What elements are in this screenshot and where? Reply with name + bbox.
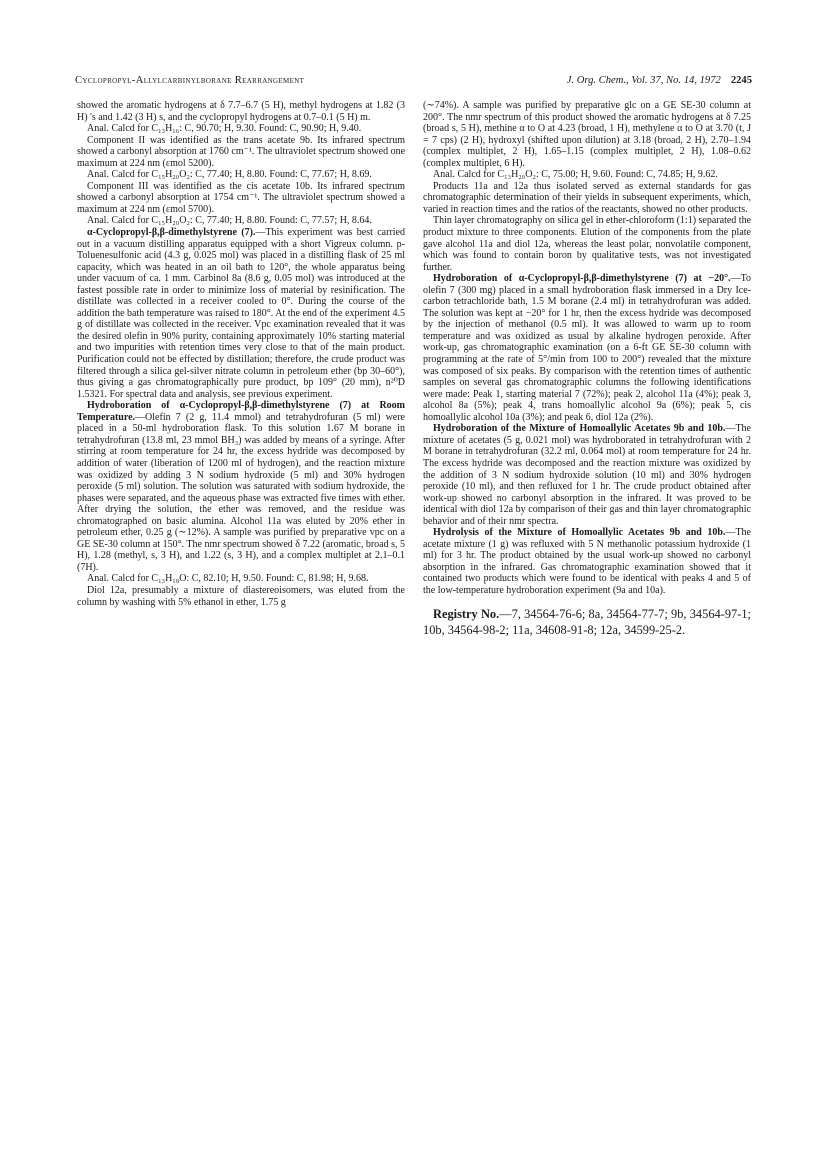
paragraph: Products 11a and 12a thus isolated served as external standards for gas chromatographic determination of their yields in subsequent experiments, which, varied in reaction times and the ratios of the reactants, showed no other products. — [423, 180, 751, 215]
running-head — [75, 73, 752, 89]
section-heading: α-Cyclopropyl-β,β-dimethylstyrene (7). — [87, 227, 256, 239]
section-paragraph: Hydrolysis of the Mixture of Homoallylic Acetates 9b and 10b.—The acetate mixture (1 g) was refluxed with 5 N methanolic potassium hydroxide (1 ml) for 3 hr. The product obtained by the usual work-up showed no carbonyl absorption in the infrared. Gas chromatographic examination showed that it contained two products which were found to be identical with peaks 4 and 5 of the low-temperature hydroboration experiment (9a and 10a). — [423, 527, 751, 596]
registry-numbers: Registry No.—7, 34564-76-6; 8a, 34564-77-7; 9b, 34564-97-1; 10b, 34564-98-2; 11a, 34608-91-8; 12a, 34599-25-2. — [423, 606, 751, 637]
paragraph: Anal. Calcd for C₁₃H₂₀O₂: C, 75.00; H, 9.60. Found: C, 74.85; H, 9.62. — [433, 169, 718, 181]
journal-citation — [567, 73, 752, 89]
section-heading: Hydroboration of the Mixture of Homoallylic Acetates 9b and 10b. — [433, 423, 726, 435]
right-column — [423, 100, 751, 638]
left-column — [77, 100, 405, 608]
registry-label: Registry No. — [433, 606, 500, 621]
paragraph: showed the aromatic hydrogens at δ 7.7–6.7 (5 H), methyl hydrogens at 1.82 (3 H) 's and 1.42 (3 H) s, and the cyclopropyl hydrogens at 0.7–0.1 (5 H) m. — [77, 100, 405, 123]
paragraph: Anal. Calcd for C₁₅H₂₀O₂: C, 77.40; H, 8.80. Found: C, 77.67; H, 8.69. — [87, 169, 372, 181]
running-title: Cyclopropyl-Allylcarbinylborane Rearrangement — [75, 75, 305, 86]
paragraph: Anal. Calcd for C₁₃H₁₈O: C, 82.10; H, 9.50. Found: C, 81.98; H, 9.68. — [87, 573, 369, 585]
section-heading: Hydrolysis of the Mixture of Homoallylic Acetates 9b and 10b. — [433, 527, 726, 539]
paragraph: Component II was identified as the trans acetate 9b. Its infrared spectrum showed a carbonyl absorption at 1760 cm⁻¹. The ultraviolet spectrum showed one maximum at 224 nm (εmol 5200). — [77, 134, 406, 169]
journal-name: J. Org. Chem., Vol. 37, No. 14, 1972 — [566, 75, 721, 86]
page-number: 2245 — [730, 75, 752, 86]
paragraph: Thin layer chromatography on silica gel in ether-chloroform (1:1) separated the product mixture to three components. Elution of the components from the plate gave alcohol 11a and diol 12a, whereas the least polar, nonvolatile component, which was found to contain boron by qualitative tests, was not investigated further. — [423, 215, 752, 273]
section-paragraph: Hydroboration of the Mixture of Homoallylic Acetates 9b and 10b.—The mixture of acetates (5 g, 0.021 mol) was hydroborated in tetrahydrofuran with 2 M borane in tetrahydrofuran (32.2 ml, 0.064 mol) at room temperature for 24 hr. The excess hydride was decomposed and the reaction mixture was oxidized by the addition of 3 N sodium hydroxide solution (10 ml) and 30% hydrogen peroxide (10 ml), and then refluxed for 1 hr. The crude product obtained after work-up showed no carbonyl absorption in the infrared. It was proved to be identical with diol 12a by comparison of their gas and thin layer chromatographic behavior and of their nmr spectra. — [423, 423, 751, 527]
paragraph: Anal. Calcd for C₁₃H₁₆: C, 90.70; H, 9.30. Found: C, 90.90; H, 9.40. — [87, 123, 362, 135]
section-paragraph: Hydroboration of α-Cyclopropyl-β,β-dimethylstyrene (7) at −20°.—To olefin 7 (300 mg) placed in a small hydroboration flask immersed in a Dry Ice-carbon tetrachloride bath, 1.5 M borane (2.4 ml) in tetrahydrofuran was added. The solution was kept at −20° for 1 hr, then the excess hydride was decomposed by the injection of methanol (0.5 ml). It was allowed to warm up to room temperature and was oxidized as usual by alkaline hydrogen peroxide. After work-up, gas chromatographic examination (on a 6-ft GE SE-30 column with programming at the rate of 5°/min from 100 to 200°) revealed that the mixture was composed of six peaks. By comparison with the retention times of authentic samples on several gas chromatographic columns the following identifications were made: Peak 1, starting material 7 (72%); peak 2, alcohol 11a (4%); peak 3, alcohol 8a (5%); peak 4, trans homoallylic alcohol 9a (6%); peak 5, cis homoallylic alcohol 10a (3%); and peak 6, diol 12a (2%). — [423, 273, 751, 423]
section-heading: Hydroboration of α-Cyclopropyl-β,β-dimethylstyrene (7) at −20°. — [433, 273, 731, 285]
paragraph: Diol 12a, presumably a mixture of diastereoisomers, was eluted from the column by washing with 5% ethanol in ether, 1.75 g — [77, 584, 405, 608]
paragraph: Anal. Calcd for C₁₅H₂₀O₂: C, 77.40; H, 8.80. Found: C, 77.57; H, 8.64. — [87, 215, 372, 227]
section-paragraph: Hydroboration of α-Cyclopropyl-β,β-dimethylstyrene (7) at Room Temperature.—Olefin 7 (2 g, 11.4 mmol) and tetrahydrofuran (5 ml) were placed in a 50-ml hydroboration flask. To this solution 1.67 M borane in tetrahydrofuran (13.8 ml, 23 mmol BH₃) was added by means of a syringe. After stirring at room temperature for 24 hr, the excess hydride was decomposed by addition of water (liberation of 1200 ml of hydrogen), and the reaction mixture was oxidized by adding 3 N sodium hydroxide (5 ml) and 30% hydrogen peroxide (5 ml) solution. The solution was saturated with sodium hydroxide, the phases were separated, and the aqueous phase was extracted five times with ether. After drying the solution, the ether was removed, and the residue was chromatographed on basic alumina. Alcohol 11a was eluted by 20% ether in petroleum ether, 0.25 g (∼12%). A sample was purified by preparative vpc on a GE SE-30 column at 150°. The nmr spectrum showed δ 7.22 (aromatic, broad s, 5 H), 1.28 (methyl, s, 3 H), and 1.22 (s, 3 H), and a complex multiplet at 2.1–0.1 (7H). — [77, 400, 405, 573]
section-paragraph: α-Cyclopropyl-β,β-dimethylstyrene (7).—This experiment was best carried out in a vacuum distilling apparatus equipped with a short Vigreux column. p-Toluenesulfonic acid (4.3 g, 0.025 mol) was placed in a distilling flask of 25 ml capacity, which was heated in an oil bath to 120°, the whole apparatus being under vacuum of ca. 1 mm. Carbinol 8a (8.6 g, 0.05 mol) was introduced at the fastest possible rate in order to minimize loss of material by resinification. The distillate was collected in a receiver cooled to 0°. During the course of the addition the bath temperature was raised to 180°. At the end of the experiment 4.5 g of distillate was collected in the receiver. Vpc examination revealed that it was the desired olefin in 90% purity, containing approximately 10% starting material and two impurities with retention times very close to that of the main product. Purification could not be effected by distillation; therefore, the crude product was filtered through a silica gel-silver nitrate column in petroleum ether (bp 30–60°), thus giving a gas chromatographically pure product, bp 109° (20 mm), n²⁰D 1.5321. For spectral data and analysis, see previous experiment. — [77, 227, 405, 400]
paragraph: (∼74%). A sample was purified by preparative glc on a GE SE-30 column at 200°. The nmr spectrum of this product showed the aromatic hydrogens at δ 7.25 (broad s, 5 H), methine α to O at 4.23 (broad, 1 H), methylene α to O at 3.70 (t, J = 7 cps) (2 H), hydroxyl (shifted upon dilution) at 3.18 (broad, 2 H), 2.70–1.94 (complex multiplet, 2 H), 1.65–1.15 (complex multiplet, 2 H), 1.08–0.62 (complex multiplet, 6 H). — [423, 100, 751, 169]
paragraph: Component III was identified as the cis acetate 10b. Its infrared spectrum showed a carbonyl absorption at 1754 cm⁻¹. The ultraviolet spectrum showed a maximum at 224 nm (εmol 5700). — [77, 180, 405, 215]
section-heading: Hydroboration of α-Cyclopropyl-β,β-dimethylstyrene (7) at Room Temperature. — [77, 400, 405, 423]
